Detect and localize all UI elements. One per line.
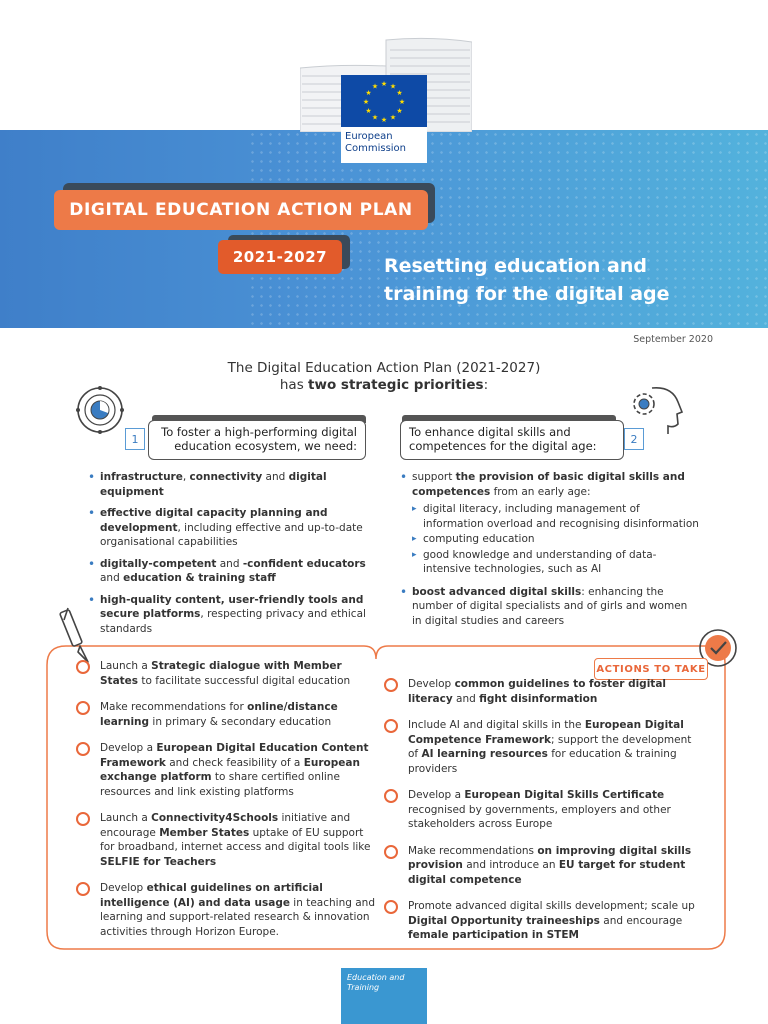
circle-bullet-icon <box>384 719 398 733</box>
intro-post: : <box>483 377 489 393</box>
priority-2-bullet-2-text <box>412 586 687 627</box>
bold-text: -confident educators <box>242 557 366 570</box>
bold-text: Strategic dialogue with Member States <box>100 660 342 687</box>
svg-text:★: ★ <box>371 113 379 122</box>
bold-text: fight disinformation <box>479 692 598 705</box>
text: , including effective and up-to-date organisational capabilities <box>100 521 363 548</box>
page-title: DIGITAL EDUCATION ACTION PLAN <box>54 190 428 230</box>
logo-text-line-2: Commission <box>345 143 407 154</box>
priority-2-bullet-1-text <box>412 471 685 498</box>
priority-2-list <box>400 470 700 635</box>
svg-text:★: ★ <box>365 89 372 97</box>
text: Include AI and digital skills in the <box>408 719 585 731</box>
text: and <box>100 572 124 584</box>
text: Develop <box>408 678 455 690</box>
subtitle-line-1: Resetting education and <box>384 255 647 277</box>
circle-bullet-icon <box>76 660 90 674</box>
priority-1-bullet <box>88 593 370 637</box>
text: ; support the development of <box>408 733 692 760</box>
action-item <box>384 718 702 776</box>
bold-text: EU target for student digital competence <box>408 859 686 886</box>
bold-text: Member States <box>159 826 250 839</box>
svg-text:★: ★ <box>398 98 406 106</box>
text: and introduce an <box>462 859 559 871</box>
bold-text: common guidelines to foster digital literacy <box>408 678 666 705</box>
priority-1-bullet <box>88 506 370 550</box>
priority-2-bullet-2 <box>400 585 700 629</box>
priority-2-heading <box>400 420 624 460</box>
bold-text: online/distance learning <box>100 701 338 728</box>
text: Develop a <box>100 742 157 754</box>
text: Launch a <box>100 660 152 672</box>
text: Launch a <box>100 812 152 824</box>
european-commission-logo <box>341 75 427 163</box>
actions-left-list <box>76 659 376 939</box>
priority-2-sub-bullet: ▸ computing education <box>412 532 700 547</box>
text: Develop <box>100 882 147 894</box>
logo-text-line-1: European <box>345 131 393 142</box>
actions-right-list <box>384 677 702 943</box>
priority-2-sub-list <box>412 502 700 577</box>
text: Develop a <box>408 789 465 801</box>
bold-text: European Digital Skills Certificate <box>464 789 665 801</box>
text: recognised by governments, employers and other stakeholders across Europe <box>408 803 671 830</box>
bold-text: European exchange platform <box>100 756 360 783</box>
year-badge: 2021-2027 <box>218 240 342 274</box>
priority-1-heading-line-1: To foster a high-performing digital <box>161 425 357 439</box>
bold-text: Connectivity4Schools <box>151 812 279 824</box>
priority-2-bullet-1 <box>400 470 700 577</box>
bold-text: effective digital capacity planning and development <box>100 507 328 534</box>
bold-text: European Digital Education Content Framework <box>100 742 369 769</box>
bold-text: infrastructure <box>100 471 183 483</box>
text: to share certified online resources and link existing platforms <box>100 771 340 798</box>
text: and encourage <box>599 914 683 927</box>
svg-text:★: ★ <box>389 113 397 122</box>
priority-1-heading <box>148 420 366 460</box>
action-item <box>384 677 702 706</box>
action-item <box>384 788 702 832</box>
text: and check feasibility of a <box>165 756 304 769</box>
circle-bullet-icon <box>384 845 398 859</box>
priority-2-sub-bullet: ▸ digital literacy, including management of information overload and recognising disinformation <box>412 502 700 531</box>
circle-bullet-icon <box>384 678 398 692</box>
action-item <box>76 700 376 729</box>
intro-bold: two strategic priorities <box>308 377 484 393</box>
svg-text:★: ★ <box>371 82 379 91</box>
circle-bullet-icon <box>384 789 398 803</box>
publication-date: September 2020 <box>633 334 713 345</box>
text: : enhancing the number of digital specialists and of girls and women in digital studies and careers <box>412 585 688 627</box>
text: , respecting privacy and ethical standards <box>100 608 366 635</box>
text: and <box>262 471 289 483</box>
eu-flag-icon <box>341 75 427 127</box>
footer-label-line-2: Training <box>347 983 380 992</box>
bold-text: female participation in STEM <box>408 929 579 941</box>
svg-text:★: ★ <box>362 98 370 106</box>
svg-text:★: ★ <box>396 107 403 115</box>
ecosystem-icon <box>74 384 126 436</box>
text: Promote advanced digital skills development; scale up <box>408 900 695 912</box>
bold-text: SELFIE for Teachers <box>100 855 217 868</box>
priority-2-heading-line-1: To enhance digital skills and <box>409 425 571 439</box>
action-item <box>76 811 376 869</box>
text: in primary & secondary education <box>149 715 332 728</box>
text: from an early age: <box>490 485 591 498</box>
action-item <box>384 899 702 943</box>
subtitle-line-2: training for the digital age <box>384 283 670 305</box>
footer-label-box <box>341 968 427 1024</box>
bold-text: ethical guidelines on artificial intelligence (AI) and data usage <box>100 882 323 909</box>
text: to facilitate successful digital education <box>138 674 351 687</box>
priority-1-bullet <box>88 470 370 499</box>
bold-text: European Digital Competence Framework <box>408 719 684 746</box>
circle-bullet-icon <box>76 742 90 756</box>
priority-2-sub-bullet: ▸ good knowledge and understanding of data-intensive technologies, such as AI <box>412 548 700 577</box>
logo-text <box>345 131 406 155</box>
intro-line-1: The Digital Education Action Plan (2021-2027) <box>227 360 541 376</box>
priority-2-heading-line-2: competences for the digital age: <box>409 439 597 453</box>
bold-text: AI learning resources <box>421 748 548 760</box>
subtitle <box>384 252 754 308</box>
priority-1-list <box>88 470 370 643</box>
intro-pre: has <box>279 377 309 393</box>
bold-text: digitally-competent <box>100 557 217 570</box>
text: support <box>412 471 456 483</box>
text: Make recommendations <box>408 844 538 857</box>
circle-bullet-icon <box>76 812 90 826</box>
svg-text:★: ★ <box>365 107 372 115</box>
action-item <box>76 659 376 688</box>
svg-text:★: ★ <box>380 116 388 124</box>
action-item <box>76 881 376 939</box>
text: uptake of EU support for broadband, internet access and digital tools like <box>100 826 371 853</box>
bold-text: connectivity <box>189 471 263 483</box>
text: and <box>216 557 243 570</box>
actions-to-take-badge: ACTIONS TO TAKE <box>594 658 708 680</box>
priority-1-number: 1 <box>125 428 145 450</box>
text: in teaching and learning and support-related research & innovation activities through Horizon Europe. <box>100 896 375 938</box>
priority-1-bullet <box>88 557 370 586</box>
bold-text: boost advanced digital skills <box>412 585 582 598</box>
bold-text: education & training staff <box>123 572 276 584</box>
svg-text:★: ★ <box>380 80 388 88</box>
text: Make recommendations for <box>100 701 248 713</box>
svg-text:★: ★ <box>389 82 397 91</box>
svg-text:★: ★ <box>396 89 403 97</box>
priority-1-heading-line-2: education ecosystem, we need: <box>174 439 357 453</box>
circle-bullet-icon <box>384 900 398 914</box>
text: , <box>182 471 190 483</box>
footer-label-line-1: Education and <box>347 973 405 982</box>
text: for education & training providers <box>408 748 677 775</box>
action-item <box>384 844 702 888</box>
priority-2-number: 2 <box>624 428 644 450</box>
circle-bullet-icon <box>76 701 90 715</box>
bold-text: high-quality content, user-friendly tools and secure platforms <box>100 593 364 620</box>
text: and <box>452 692 480 705</box>
bold-text: the provision of basic digital skills and competences <box>412 471 685 498</box>
bold-text: on improving digital skills provision <box>408 844 692 871</box>
bold-text: Digital Opportunity traineeships <box>408 914 600 927</box>
action-item <box>76 741 376 799</box>
circle-bullet-icon <box>76 882 90 896</box>
bold-text: digital equipment <box>100 471 327 498</box>
text: initiative and encourage <box>100 812 351 839</box>
